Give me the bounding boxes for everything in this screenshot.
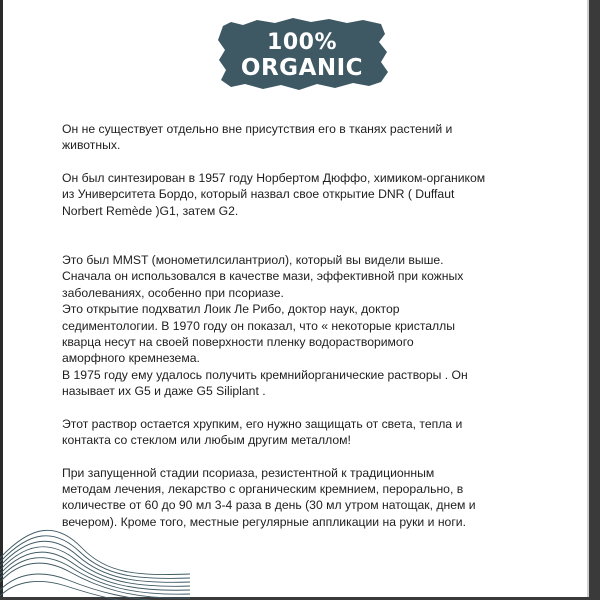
paragraph-5-line-4: вечером). Кроме того, местные регулярные аппликации на руки и ноги. [62,514,466,529]
badge-organic-text: ORGANIC [240,55,364,81]
paragraph-3-line-4: Это открытие подхватил Лоик Ле Рибо, доктор наук, доктор [62,302,400,317]
paragraph-2-line-3: Norbert Remède )G1, затем G2. [62,203,239,218]
paragraph-4-line-2: контакта со стеклом или любым другим металлом! [62,433,351,448]
paragraph-3-line-1: Это был MMST (монометилсилантриол), который вы видели выше. [62,253,444,268]
paragraph-3-line-7: аморфного кремнезема. [62,351,200,366]
paragraph-3 [62,252,542,400]
paragraph-4-line-1: Этот раствор остается хрупким, его нужно защищать от света, тепла и [62,416,463,431]
paragraph-3-line-9: называет их G5 и даже G5 Siliplant . [62,384,266,399]
paragraph-5-line-2: методам лечения, лекарство с органическим кремнием, перорально, в [62,481,464,496]
paragraph-1 [62,121,542,154]
paragraph-2 [62,170,542,219]
paragraph-1-line-2: животных. [62,138,121,153]
paragraph-5-line-3: количестве от 60 до 90 мл 3-4 раза в день (30 мл утром натощак, днем и [62,498,476,513]
paragraph-3-line-3: заболеваниях, особенно при псориазе. [62,285,284,300]
paragraph-1-line-1: Он не существует отдельно вне присутствия его в тканях растений и [62,122,453,136]
page-right-edge [589,0,600,600]
paragraph-2-line-1: Он был синтезирован в 1957 году Норбертом Дюффо, химиком-органиком [62,170,486,185]
badge-percent-text: 100% [267,30,337,55]
paragraph-3-line-5: седиментологии. В 1970 году он показал, что « некоторые кристаллы [62,318,456,333]
article-body [62,121,542,530]
decorative-wave-lines [0,520,190,600]
organic-badge [213,12,391,96]
paragraph-3-line-8: В 1975 году ему удалось получить кремнийорганические растворы . Он [62,367,468,382]
page-left-edge [0,0,3,600]
paragraph-5-line-1: При запущенной стадии псориаза, резистентной к традиционным [62,465,435,480]
paragraph-2-line-2: из Университета Бордо, который назвал свое открытие DNR ( Duffaut [62,187,455,202]
paragraph-3-line-6: кварца несут на своей поверхности пленку водорастворимого [62,335,414,350]
paragraph-3-line-2: Сначала он использовался в качестве мази, эффективной при кожных [62,269,464,284]
paragraph-4 [62,416,542,449]
